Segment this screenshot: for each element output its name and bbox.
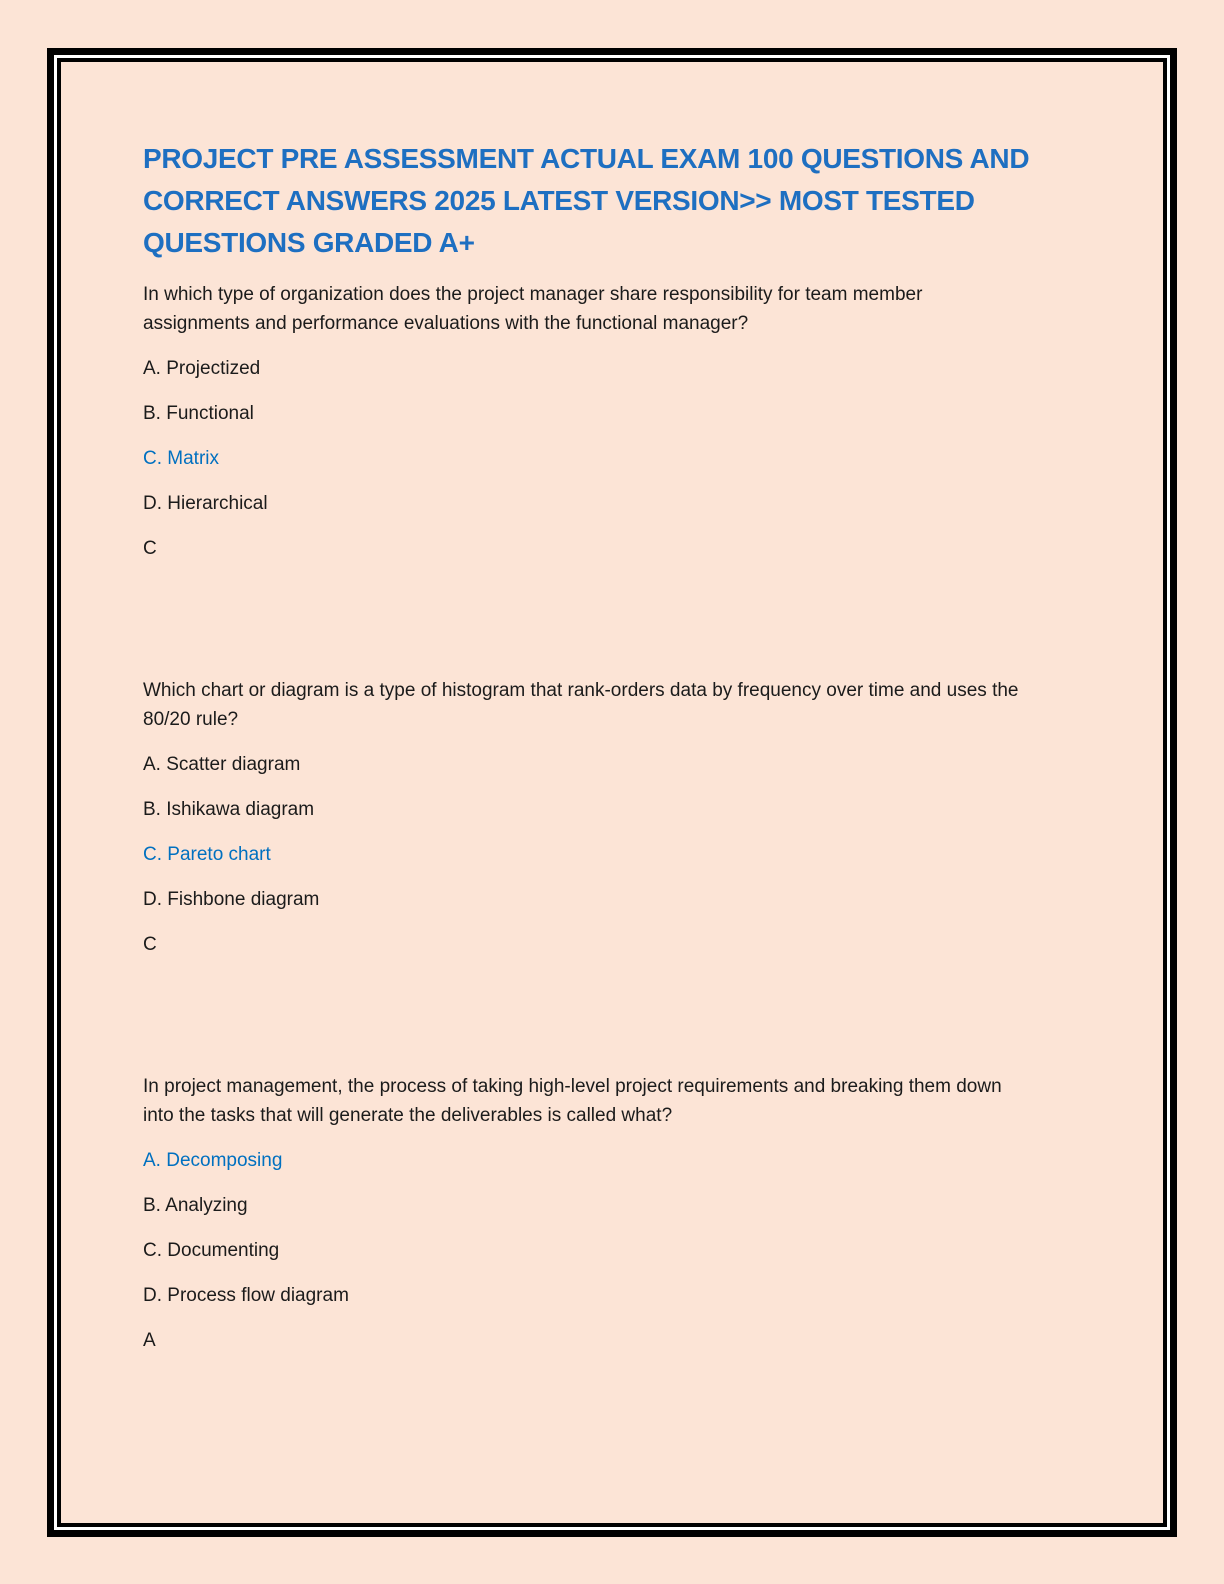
question-text <box>143 280 1093 338</box>
document-content <box>61 62 1163 1355</box>
question-spacer <box>143 579 1093 676</box>
answer-option: D. Hierarchical <box>143 493 268 514</box>
question-block <box>143 676 1093 959</box>
answer-key: C <box>143 538 157 559</box>
page-border-outer <box>47 48 1177 1537</box>
question-text <box>143 1072 1093 1130</box>
title-line: PROJECT PRE ASSESSMENT ACTUAL EXAM 100 QUESTIONS AND <box>143 143 1030 174</box>
question-text-line: 80/20 rule? <box>143 709 239 730</box>
question-text-line: assignments and performance evaluations with the functional manager? <box>143 313 749 334</box>
answer-option: A. Scatter diagram <box>143 754 301 775</box>
question-text-line: into the tasks that will generate the deliverables is called what? <box>143 1105 673 1126</box>
answer-option: B. Analyzing <box>143 1195 248 1216</box>
document-title <box>143 138 1093 264</box>
question-block <box>143 280 1093 563</box>
answer-option: D. Fishbone diagram <box>143 889 320 910</box>
answer-option: C. Documenting <box>143 1240 280 1261</box>
question-list <box>143 280 1093 1355</box>
answer-option: C. Pareto chart <box>143 844 271 865</box>
question-text <box>143 676 1093 734</box>
question-block <box>143 1072 1093 1355</box>
answer-option: A. Projectized <box>143 358 261 379</box>
question-text-line: In which type of organization does the project manager share responsibility for team member <box>143 284 923 305</box>
question-spacer <box>143 975 1093 1072</box>
title-line: QUESTIONS GRADED A+ <box>143 227 475 258</box>
answer-option: B. Ishikawa diagram <box>143 799 315 820</box>
answer-option: D. Process flow diagram <box>143 1285 349 1306</box>
question-text-line: In project management, the process of taking high-level project requirements and breaking them down <box>143 1076 1002 1097</box>
answer-option: C. Matrix <box>143 448 219 469</box>
answer-key: A <box>143 1330 156 1351</box>
question-text-line: Which chart or diagram is a type of histogram that rank-orders data by frequency over time and uses the <box>143 680 1019 701</box>
answer-option: B. Functional <box>143 403 254 424</box>
answer-option: A. Decomposing <box>143 1150 283 1171</box>
title-line: CORRECT ANSWERS 2025 LATEST VERSION>> MOST TESTED <box>143 185 975 216</box>
answer-key: C <box>143 934 157 955</box>
page-border-inner <box>57 58 1167 1527</box>
